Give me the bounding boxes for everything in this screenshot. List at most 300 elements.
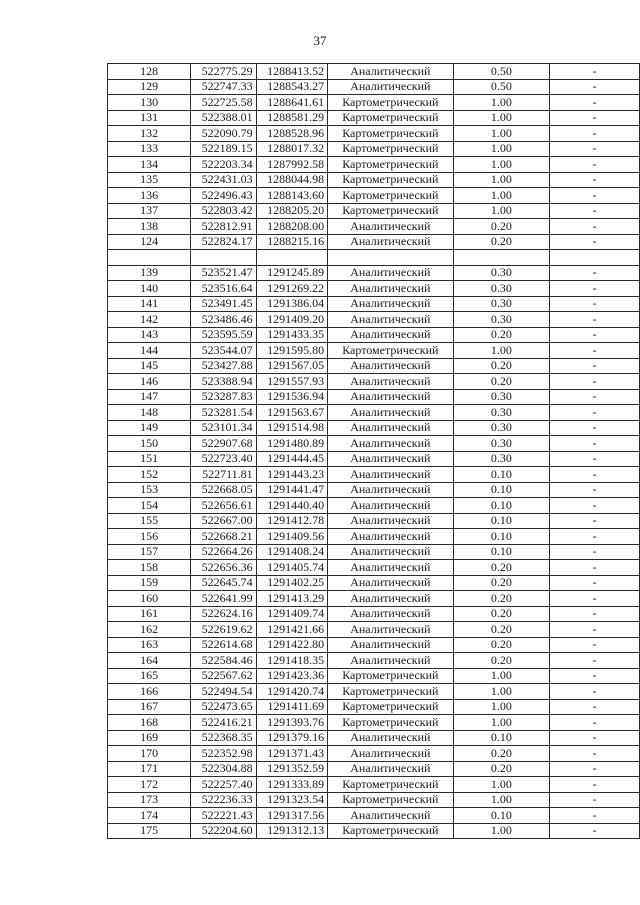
- accuracy-cell: 0.20: [453, 327, 550, 343]
- accuracy-cell: 0.30: [453, 420, 550, 436]
- x-coordinate-cell: 522747.33: [191, 79, 256, 95]
- x-coordinate-cell: 522624.16: [191, 606, 256, 622]
- accuracy-cell: 0.20: [453, 575, 550, 591]
- empty-cell: [256, 250, 327, 266]
- note-cell: -: [550, 157, 640, 173]
- method-cell: Аналитический: [328, 405, 453, 421]
- method-cell: Аналитический: [328, 312, 453, 328]
- method-cell: Аналитический: [328, 591, 453, 607]
- y-coordinate-cell: 1288044.98: [256, 172, 327, 188]
- accuracy-cell: 1.00: [453, 203, 550, 219]
- accuracy-cell: 0.20: [453, 219, 550, 235]
- note-cell: -: [550, 358, 640, 374]
- method-cell: Аналитический: [328, 622, 453, 638]
- point-number-cell: 156: [108, 529, 191, 545]
- y-coordinate-cell: 1288017.32: [256, 141, 327, 157]
- method-cell: Аналитический: [328, 296, 453, 312]
- accuracy-cell: 0.20: [453, 746, 550, 762]
- x-coordinate-cell: 522473.65: [191, 699, 256, 715]
- point-number-cell: 171: [108, 761, 191, 777]
- table-row: [108, 529, 640, 545]
- accuracy-cell: 0.20: [453, 637, 550, 653]
- x-coordinate-cell: 522723.40: [191, 451, 256, 467]
- table-row: [108, 343, 640, 359]
- accuracy-cell: 1.00: [453, 699, 550, 715]
- x-coordinate-cell: 523516.64: [191, 281, 256, 297]
- table-row: [108, 467, 640, 483]
- y-coordinate-cell: 1291440.40: [256, 498, 327, 514]
- method-cell: Картометрический: [328, 110, 453, 126]
- table-row: [108, 668, 640, 684]
- method-cell: Картометрический: [328, 157, 453, 173]
- note-cell: -: [550, 436, 640, 452]
- method-cell: Аналитический: [328, 358, 453, 374]
- accuracy-cell: 1.00: [453, 684, 550, 700]
- x-coordinate-cell: 522257.40: [191, 777, 256, 793]
- y-coordinate-cell: 1291317.56: [256, 808, 327, 824]
- x-coordinate-cell: 522221.43: [191, 808, 256, 824]
- y-coordinate-cell: 1291567.05: [256, 358, 327, 374]
- x-coordinate-cell: 522656.36: [191, 560, 256, 576]
- method-cell: Аналитический: [328, 637, 453, 653]
- method-cell: Картометрический: [328, 668, 453, 684]
- point-number-cell: 167: [108, 699, 191, 715]
- note-cell: -: [550, 451, 640, 467]
- y-coordinate-cell: 1291409.56: [256, 529, 327, 545]
- note-cell: -: [550, 715, 640, 731]
- point-number-cell: 160: [108, 591, 191, 607]
- table-row: [108, 95, 640, 111]
- accuracy-cell: 1.00: [453, 141, 550, 157]
- x-coordinate-cell: 523281.54: [191, 405, 256, 421]
- y-coordinate-cell: 1291595.80: [256, 343, 327, 359]
- point-number-cell: 141: [108, 296, 191, 312]
- y-coordinate-cell: 1291423.36: [256, 668, 327, 684]
- method-cell: Картометрический: [328, 777, 453, 793]
- table-row: [108, 591, 640, 607]
- note-cell: -: [550, 95, 640, 111]
- point-number-cell: 128: [108, 64, 191, 80]
- accuracy-cell: 0.20: [453, 606, 550, 622]
- y-coordinate-cell: 1288208.00: [256, 219, 327, 235]
- y-coordinate-cell: 1287992.58: [256, 157, 327, 173]
- table-row: [108, 405, 640, 421]
- accuracy-cell: 1.00: [453, 157, 550, 173]
- y-coordinate-cell: 1288581.29: [256, 110, 327, 126]
- point-number-cell: 142: [108, 312, 191, 328]
- table-row: [108, 420, 640, 436]
- point-number-cell: 138: [108, 219, 191, 235]
- table-row: [108, 560, 640, 576]
- accuracy-cell: 0.10: [453, 808, 550, 824]
- method-cell: Картометрический: [328, 203, 453, 219]
- note-cell: -: [550, 219, 640, 235]
- table-row: [108, 808, 640, 824]
- y-coordinate-cell: 1291386.04: [256, 296, 327, 312]
- table-row: [108, 653, 640, 669]
- y-coordinate-cell: 1291412.78: [256, 513, 327, 529]
- table-row: [108, 64, 640, 80]
- table-row: [108, 792, 640, 808]
- note-cell: -: [550, 575, 640, 591]
- table-row: [108, 172, 640, 188]
- x-coordinate-cell: 523101.34: [191, 420, 256, 436]
- point-number-cell: 134: [108, 157, 191, 173]
- empty-cell: [108, 250, 191, 266]
- note-cell: -: [550, 823, 640, 839]
- y-coordinate-cell: 1291413.29: [256, 591, 327, 607]
- method-cell: Аналитический: [328, 374, 453, 390]
- point-number-cell: 137: [108, 203, 191, 219]
- point-number-cell: 131: [108, 110, 191, 126]
- method-cell: Картометрический: [328, 792, 453, 808]
- y-coordinate-cell: 1291420.74: [256, 684, 327, 700]
- accuracy-cell: 0.20: [453, 374, 550, 390]
- accuracy-cell: 0.20: [453, 560, 550, 576]
- point-number-cell: 148: [108, 405, 191, 421]
- method-cell: Картометрический: [328, 343, 453, 359]
- table-row: [108, 746, 640, 762]
- note-cell: -: [550, 172, 640, 188]
- accuracy-cell: 1.00: [453, 715, 550, 731]
- method-cell: Аналитический: [328, 761, 453, 777]
- point-number-cell: 152: [108, 467, 191, 483]
- table-row: [108, 482, 640, 498]
- accuracy-cell: 0.10: [453, 482, 550, 498]
- point-number-cell: 147: [108, 389, 191, 405]
- note-cell: -: [550, 637, 640, 653]
- table-row: [108, 436, 640, 452]
- point-number-cell: 146: [108, 374, 191, 390]
- y-coordinate-cell: 1291245.89: [256, 265, 327, 281]
- y-coordinate-cell: 1291379.16: [256, 730, 327, 746]
- x-coordinate-cell: 522496.43: [191, 188, 256, 204]
- method-cell: Аналитический: [328, 79, 453, 95]
- note-cell: -: [550, 513, 640, 529]
- method-cell: Аналитический: [328, 265, 453, 281]
- point-number-cell: 145: [108, 358, 191, 374]
- accuracy-cell: 0.30: [453, 405, 550, 421]
- x-coordinate-cell: 522907.68: [191, 436, 256, 452]
- table-row: [108, 358, 640, 374]
- x-coordinate-cell: 523486.46: [191, 312, 256, 328]
- note-cell: -: [550, 746, 640, 762]
- accuracy-cell: 0.20: [453, 234, 550, 250]
- coordinates-table-body: [108, 64, 640, 839]
- x-coordinate-cell: 523544.07: [191, 343, 256, 359]
- x-coordinate-cell: 522567.62: [191, 668, 256, 684]
- y-coordinate-cell: 1291312.13: [256, 823, 327, 839]
- accuracy-cell: 0.30: [453, 296, 550, 312]
- point-number-cell: 143: [108, 327, 191, 343]
- x-coordinate-cell: 522368.35: [191, 730, 256, 746]
- method-cell: Аналитический: [328, 544, 453, 560]
- table-row: [108, 79, 640, 95]
- y-coordinate-cell: 1291352.59: [256, 761, 327, 777]
- note-cell: -: [550, 110, 640, 126]
- point-number-cell: 165: [108, 668, 191, 684]
- method-cell: Аналитический: [328, 746, 453, 762]
- note-cell: -: [550, 730, 640, 746]
- table-row: [108, 513, 640, 529]
- note-cell: -: [550, 684, 640, 700]
- table-row: [108, 699, 640, 715]
- y-coordinate-cell: 1291411.69: [256, 699, 327, 715]
- table-row: [108, 203, 640, 219]
- method-cell: Картометрический: [328, 172, 453, 188]
- table-row: [108, 544, 640, 560]
- method-cell: Аналитический: [328, 513, 453, 529]
- note-cell: -: [550, 126, 640, 142]
- method-cell: Картометрический: [328, 95, 453, 111]
- note-cell: -: [550, 544, 640, 560]
- accuracy-cell: 0.30: [453, 265, 550, 281]
- point-number-cell: 162: [108, 622, 191, 638]
- point-number-cell: 124: [108, 234, 191, 250]
- accuracy-cell: 0.20: [453, 358, 550, 374]
- point-number-cell: 133: [108, 141, 191, 157]
- note-cell: -: [550, 529, 640, 545]
- x-coordinate-cell: 523427.88: [191, 358, 256, 374]
- point-number-cell: 168: [108, 715, 191, 731]
- x-coordinate-cell: 523491.45: [191, 296, 256, 312]
- method-cell: Картометрический: [328, 126, 453, 142]
- table-row: [108, 606, 640, 622]
- x-coordinate-cell: 522664.26: [191, 544, 256, 560]
- point-number-cell: 129: [108, 79, 191, 95]
- point-number-cell: 174: [108, 808, 191, 824]
- table-row: [108, 141, 640, 157]
- y-coordinate-cell: 1288641.61: [256, 95, 327, 111]
- y-coordinate-cell: 1291433.35: [256, 327, 327, 343]
- table-row: [108, 715, 640, 731]
- method-cell: Аналитический: [328, 808, 453, 824]
- x-coordinate-cell: 522641.99: [191, 591, 256, 607]
- point-number-cell: 157: [108, 544, 191, 560]
- y-coordinate-cell: 1291408.24: [256, 544, 327, 560]
- point-number-cell: 164: [108, 653, 191, 669]
- method-cell: Аналитический: [328, 436, 453, 452]
- point-number-cell: 130: [108, 95, 191, 111]
- accuracy-cell: 0.20: [453, 622, 550, 638]
- y-coordinate-cell: 1288543.27: [256, 79, 327, 95]
- y-coordinate-cell: 1291536.94: [256, 389, 327, 405]
- table-row: [108, 219, 640, 235]
- method-cell: Аналитический: [328, 730, 453, 746]
- x-coordinate-cell: 522656.61: [191, 498, 256, 514]
- note-cell: -: [550, 761, 640, 777]
- accuracy-cell: 0.20: [453, 591, 550, 607]
- accuracy-cell: 0.10: [453, 544, 550, 560]
- x-coordinate-cell: 522725.58: [191, 95, 256, 111]
- accuracy-cell: 1.00: [453, 188, 550, 204]
- empty-cell: [453, 250, 550, 266]
- x-coordinate-cell: 522352.98: [191, 746, 256, 762]
- point-number-cell: 170: [108, 746, 191, 762]
- method-cell: Аналитический: [328, 467, 453, 483]
- accuracy-cell: 0.30: [453, 451, 550, 467]
- note-cell: -: [550, 606, 640, 622]
- x-coordinate-cell: 522775.29: [191, 64, 256, 80]
- x-coordinate-cell: 522812.91: [191, 219, 256, 235]
- method-cell: Картометрический: [328, 141, 453, 157]
- x-coordinate-cell: 522204.60: [191, 823, 256, 839]
- note-cell: -: [550, 281, 640, 297]
- x-coordinate-cell: 522388.01: [191, 110, 256, 126]
- note-cell: -: [550, 560, 640, 576]
- note-cell: -: [550, 343, 640, 359]
- table-row: [108, 684, 640, 700]
- note-cell: -: [550, 777, 640, 793]
- point-number-cell: 140: [108, 281, 191, 297]
- point-number-cell: 175: [108, 823, 191, 839]
- accuracy-cell: 0.30: [453, 389, 550, 405]
- point-number-cell: 169: [108, 730, 191, 746]
- table-row: [108, 327, 640, 343]
- point-number-cell: 139: [108, 265, 191, 281]
- y-coordinate-cell: 1288215.16: [256, 234, 327, 250]
- x-coordinate-cell: 522803.42: [191, 203, 256, 219]
- table-row: [108, 761, 640, 777]
- method-cell: Аналитический: [328, 219, 453, 235]
- note-cell: -: [550, 64, 640, 80]
- note-cell: -: [550, 792, 640, 808]
- note-cell: -: [550, 312, 640, 328]
- y-coordinate-cell: 1288528.96: [256, 126, 327, 142]
- table-row: [108, 451, 640, 467]
- note-cell: -: [550, 188, 640, 204]
- accuracy-cell: 1.00: [453, 792, 550, 808]
- method-cell: Картометрический: [328, 684, 453, 700]
- point-number-cell: 144: [108, 343, 191, 359]
- point-number-cell: 153: [108, 482, 191, 498]
- point-number-cell: 149: [108, 420, 191, 436]
- accuracy-cell: 0.30: [453, 312, 550, 328]
- y-coordinate-cell: 1291444.45: [256, 451, 327, 467]
- method-cell: Картометрический: [328, 699, 453, 715]
- y-coordinate-cell: 1291269.22: [256, 281, 327, 297]
- x-coordinate-cell: 523287.83: [191, 389, 256, 405]
- accuracy-cell: 0.10: [453, 730, 550, 746]
- note-cell: -: [550, 203, 640, 219]
- table-row: [108, 823, 640, 839]
- y-coordinate-cell: 1291443.23: [256, 467, 327, 483]
- x-coordinate-cell: 522614.68: [191, 637, 256, 653]
- note-cell: -: [550, 327, 640, 343]
- accuracy-cell: 0.10: [453, 513, 550, 529]
- y-coordinate-cell: 1291418.35: [256, 653, 327, 669]
- table-row: [108, 126, 640, 142]
- y-coordinate-cell: 1291393.76: [256, 715, 327, 731]
- y-coordinate-cell: 1288413.52: [256, 64, 327, 80]
- note-cell: -: [550, 296, 640, 312]
- accuracy-cell: 1.00: [453, 823, 550, 839]
- table-row: [108, 281, 640, 297]
- y-coordinate-cell: 1288143.60: [256, 188, 327, 204]
- note-cell: -: [550, 265, 640, 281]
- x-coordinate-cell: 522189.15: [191, 141, 256, 157]
- accuracy-cell: 1.00: [453, 777, 550, 793]
- y-coordinate-cell: 1291557.93: [256, 374, 327, 390]
- x-coordinate-cell: 522304.88: [191, 761, 256, 777]
- x-coordinate-cell: 522645.74: [191, 575, 256, 591]
- point-number-cell: 154: [108, 498, 191, 514]
- x-coordinate-cell: 522584.46: [191, 653, 256, 669]
- point-number-cell: 173: [108, 792, 191, 808]
- point-number-cell: 166: [108, 684, 191, 700]
- accuracy-cell: 0.30: [453, 281, 550, 297]
- y-coordinate-cell: 1291402.25: [256, 575, 327, 591]
- x-coordinate-cell: 523521.47: [191, 265, 256, 281]
- coordinates-table: [107, 63, 640, 839]
- accuracy-cell: 0.50: [453, 79, 550, 95]
- method-cell: Аналитический: [328, 451, 453, 467]
- method-cell: Аналитический: [328, 482, 453, 498]
- point-number-cell: 163: [108, 637, 191, 653]
- accuracy-cell: 0.30: [453, 436, 550, 452]
- note-cell: -: [550, 420, 640, 436]
- point-number-cell: 161: [108, 606, 191, 622]
- y-coordinate-cell: 1291441.47: [256, 482, 327, 498]
- x-coordinate-cell: 522494.54: [191, 684, 256, 700]
- method-cell: Картометрический: [328, 823, 453, 839]
- accuracy-cell: 0.20: [453, 761, 550, 777]
- method-cell: Аналитический: [328, 234, 453, 250]
- point-number-cell: 136: [108, 188, 191, 204]
- point-number-cell: 159: [108, 575, 191, 591]
- method-cell: Аналитический: [328, 327, 453, 343]
- method-cell: Аналитический: [328, 281, 453, 297]
- table-row: [108, 622, 640, 638]
- point-number-cell: 158: [108, 560, 191, 576]
- x-coordinate-cell: 522090.79: [191, 126, 256, 142]
- y-coordinate-cell: 1291371.43: [256, 746, 327, 762]
- accuracy-cell: 0.10: [453, 498, 550, 514]
- empty-cell: [328, 250, 453, 266]
- y-coordinate-cell: 1291480.89: [256, 436, 327, 452]
- accuracy-cell: 1.00: [453, 95, 550, 111]
- table-row: [108, 296, 640, 312]
- note-cell: -: [550, 467, 640, 483]
- point-number-cell: 155: [108, 513, 191, 529]
- method-cell: Аналитический: [328, 420, 453, 436]
- x-coordinate-cell: 522236.33: [191, 792, 256, 808]
- table-row: [108, 265, 640, 281]
- note-cell: -: [550, 141, 640, 157]
- point-number-cell: 132: [108, 126, 191, 142]
- y-coordinate-cell: 1291409.20: [256, 312, 327, 328]
- x-coordinate-cell: 522824.17: [191, 234, 256, 250]
- empty-cell: [550, 250, 640, 266]
- x-coordinate-cell: 522668.21: [191, 529, 256, 545]
- method-cell: Картометрический: [328, 188, 453, 204]
- y-coordinate-cell: 1288205.20: [256, 203, 327, 219]
- accuracy-cell: 0.20: [453, 653, 550, 669]
- y-coordinate-cell: 1291333.89: [256, 777, 327, 793]
- table-row: [108, 312, 640, 328]
- accuracy-cell: 1.00: [453, 126, 550, 142]
- note-cell: -: [550, 482, 640, 498]
- table-row: [108, 575, 640, 591]
- x-coordinate-cell: 522668.05: [191, 482, 256, 498]
- note-cell: -: [550, 699, 640, 715]
- page-number: 37: [313, 33, 327, 48]
- method-cell: Аналитический: [328, 575, 453, 591]
- y-coordinate-cell: 1291405.74: [256, 560, 327, 576]
- x-coordinate-cell: 522416.21: [191, 715, 256, 731]
- method-cell: Картометрический: [328, 715, 453, 731]
- x-coordinate-cell: 522203.34: [191, 157, 256, 173]
